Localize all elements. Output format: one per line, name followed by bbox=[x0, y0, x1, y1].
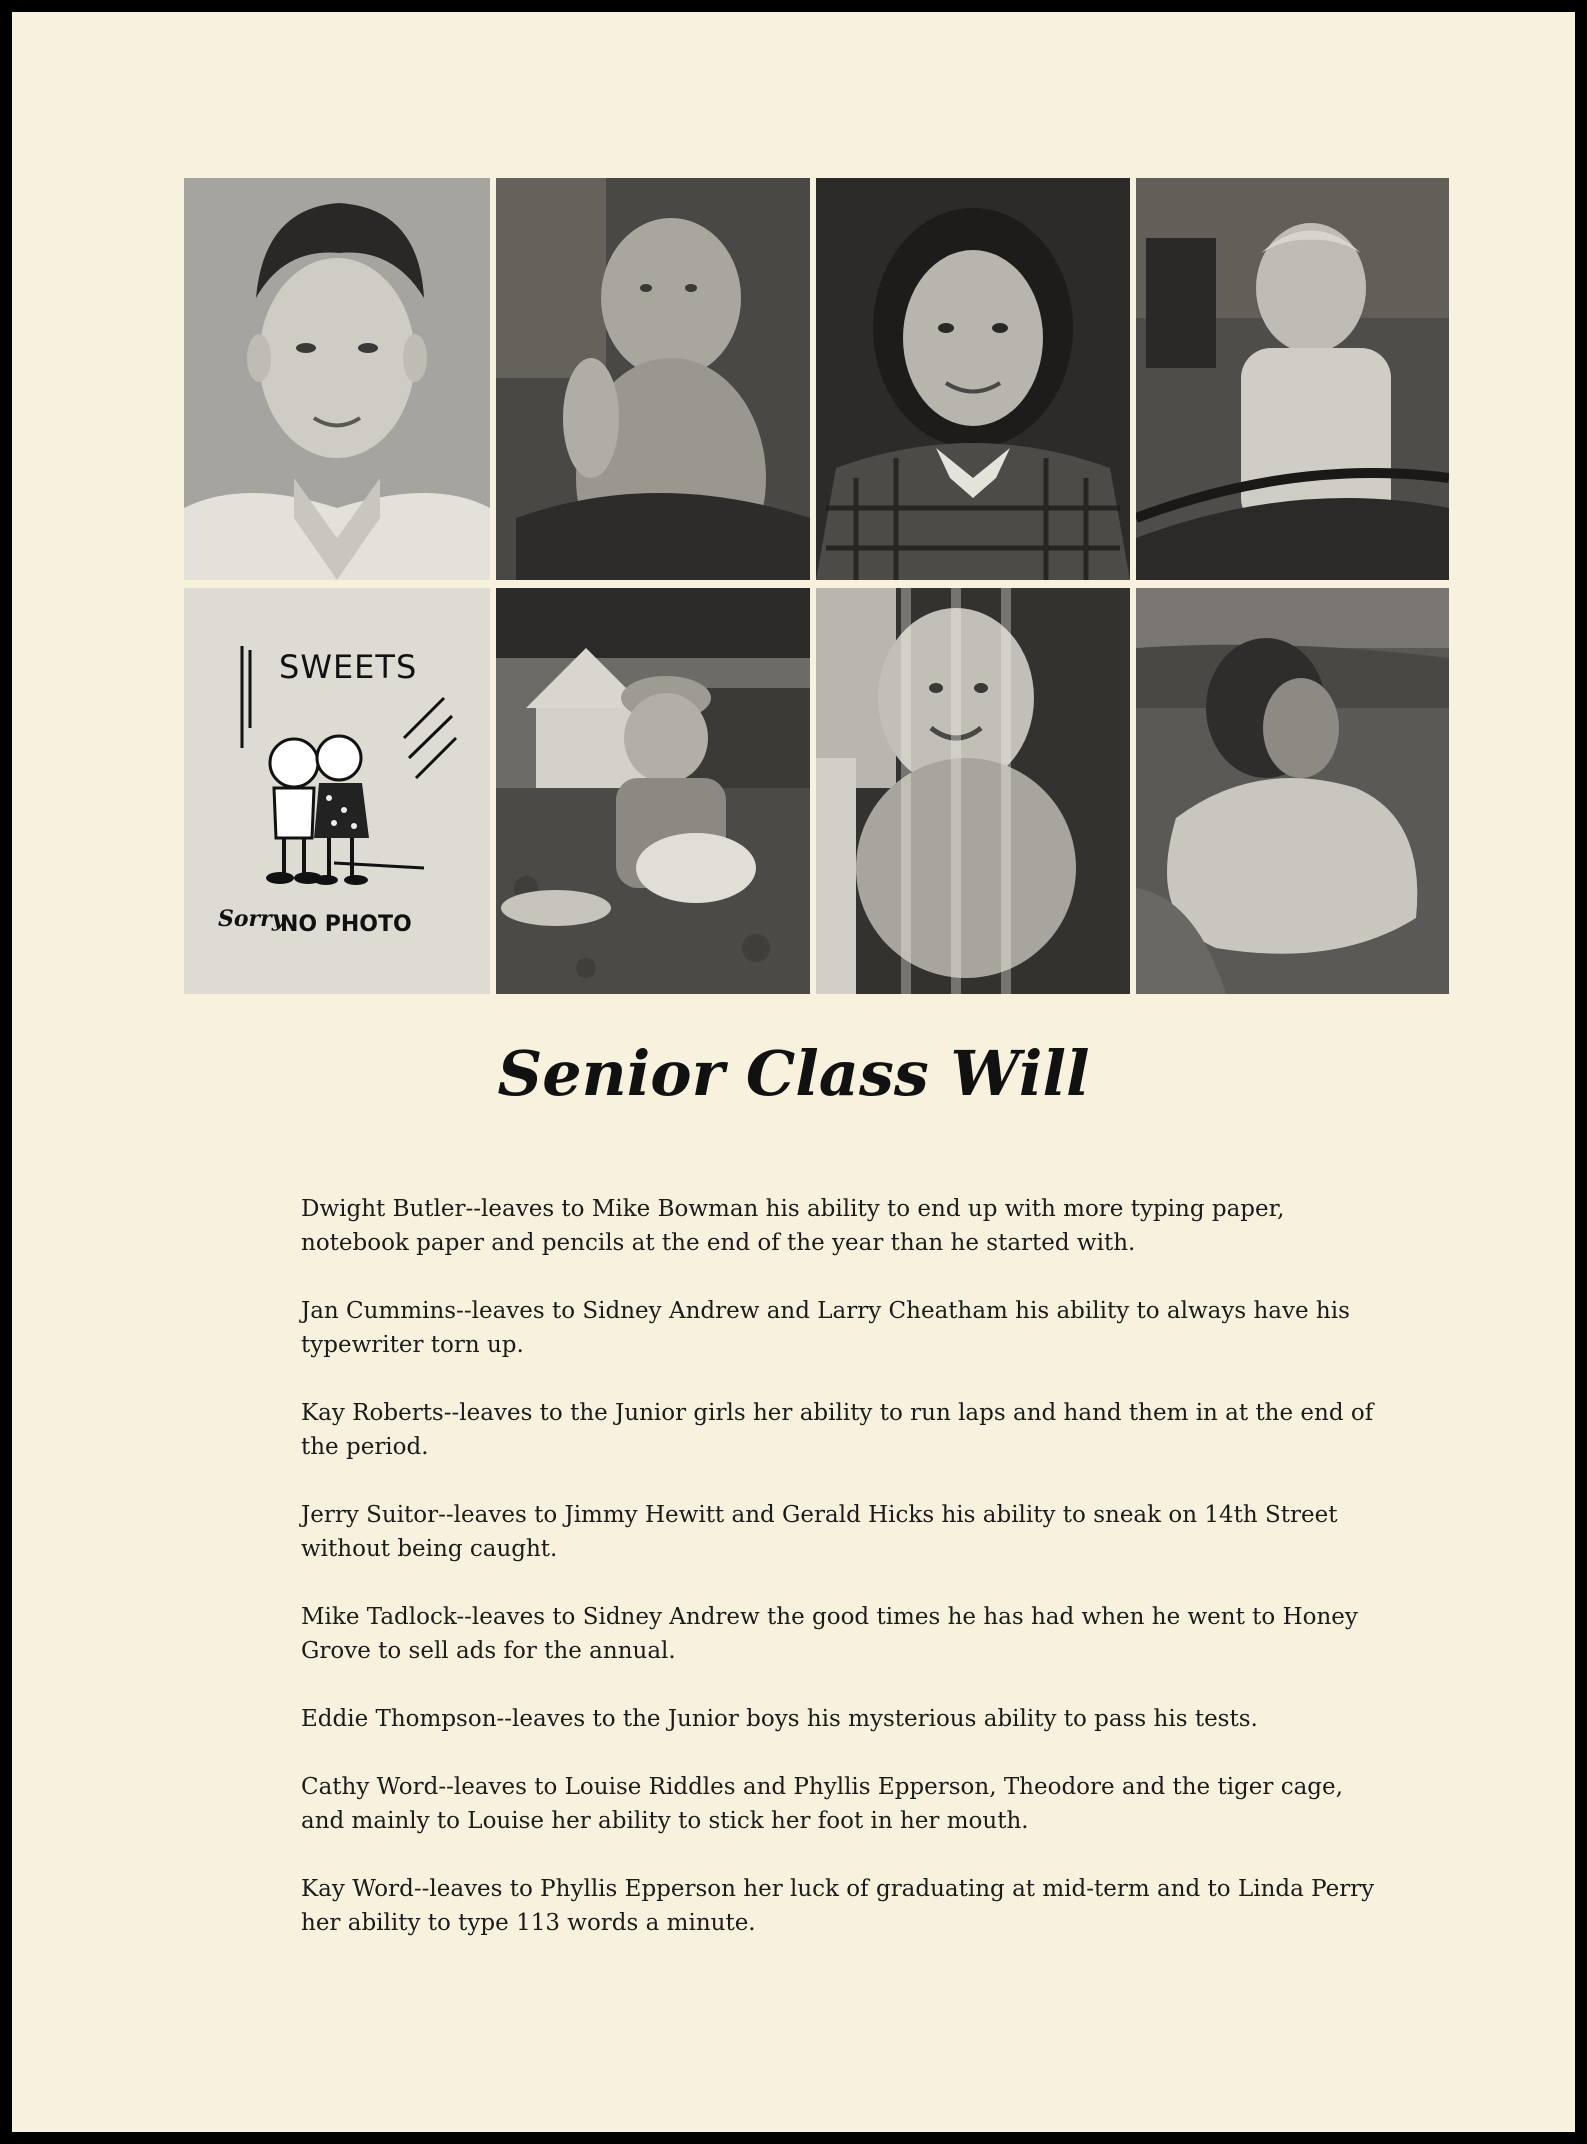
sweets-sign-text: SWEETS bbox=[279, 648, 418, 686]
photo-girl-plaid bbox=[816, 178, 1130, 580]
will-entry: Jerry Suitor--leaves to Jimmy Hewitt and Gerald Hicks his ability to sneak on 14th Street without being caught. bbox=[301, 1502, 1338, 1562]
photo-boy-portrait bbox=[184, 178, 490, 580]
yearbook-page bbox=[12, 12, 1575, 2132]
photo-baby-in-grass bbox=[1136, 588, 1449, 994]
baby-photo-grid bbox=[184, 178, 1449, 994]
photo-baby-in-tub bbox=[496, 178, 810, 580]
will-entries bbox=[301, 1192, 1391, 1974]
will-entry: Dwight Butler--leaves to Mike Bowman his ability to end up with more typing paper, notebook paper and pencils at the end of the year than he started with. bbox=[301, 1196, 1285, 1256]
sorry-text: Sorry bbox=[218, 906, 285, 932]
will-entry: Cathy Word--leaves to Louise Riddles and Phyllis Epperson, Theodore and the tiger cage, and mainly to Louise her ability to stick her foot in her mouth. bbox=[301, 1774, 1343, 1834]
no-photo-placeholder bbox=[184, 588, 490, 994]
will-entry: Kay Roberts--leaves to the Junior girls her ability to run laps and hand them in at the end of the period. bbox=[301, 1400, 1374, 1460]
photo-smiling-baby bbox=[816, 588, 1130, 994]
will-entry: Mike Tadlock--leaves to Sidney Andrew the good times he has had when he went to Honey Grove to sell ads for the annual. bbox=[301, 1604, 1358, 1664]
will-entry: Kay Word--leaves to Phyllis Epperson her luck of graduating at mid-term and to Linda Perry her ability to type 113 words a minute. bbox=[301, 1876, 1375, 1936]
no-photo-text: NO PHOTO bbox=[280, 912, 412, 937]
photo-toddler-in-wagon bbox=[1136, 178, 1449, 580]
will-entry: Eddie Thompson--leaves to the Junior boys his mysterious ability to pass his tests. bbox=[301, 1706, 1258, 1732]
photo-toddler-on-lawn bbox=[496, 588, 810, 994]
will-entry: Jan Cummins--leaves to Sidney Andrew and Larry Cheatham his ability to always have his typewriter torn up. bbox=[301, 1298, 1350, 1358]
page-title: Senior Class Will bbox=[497, 1037, 1090, 1110]
